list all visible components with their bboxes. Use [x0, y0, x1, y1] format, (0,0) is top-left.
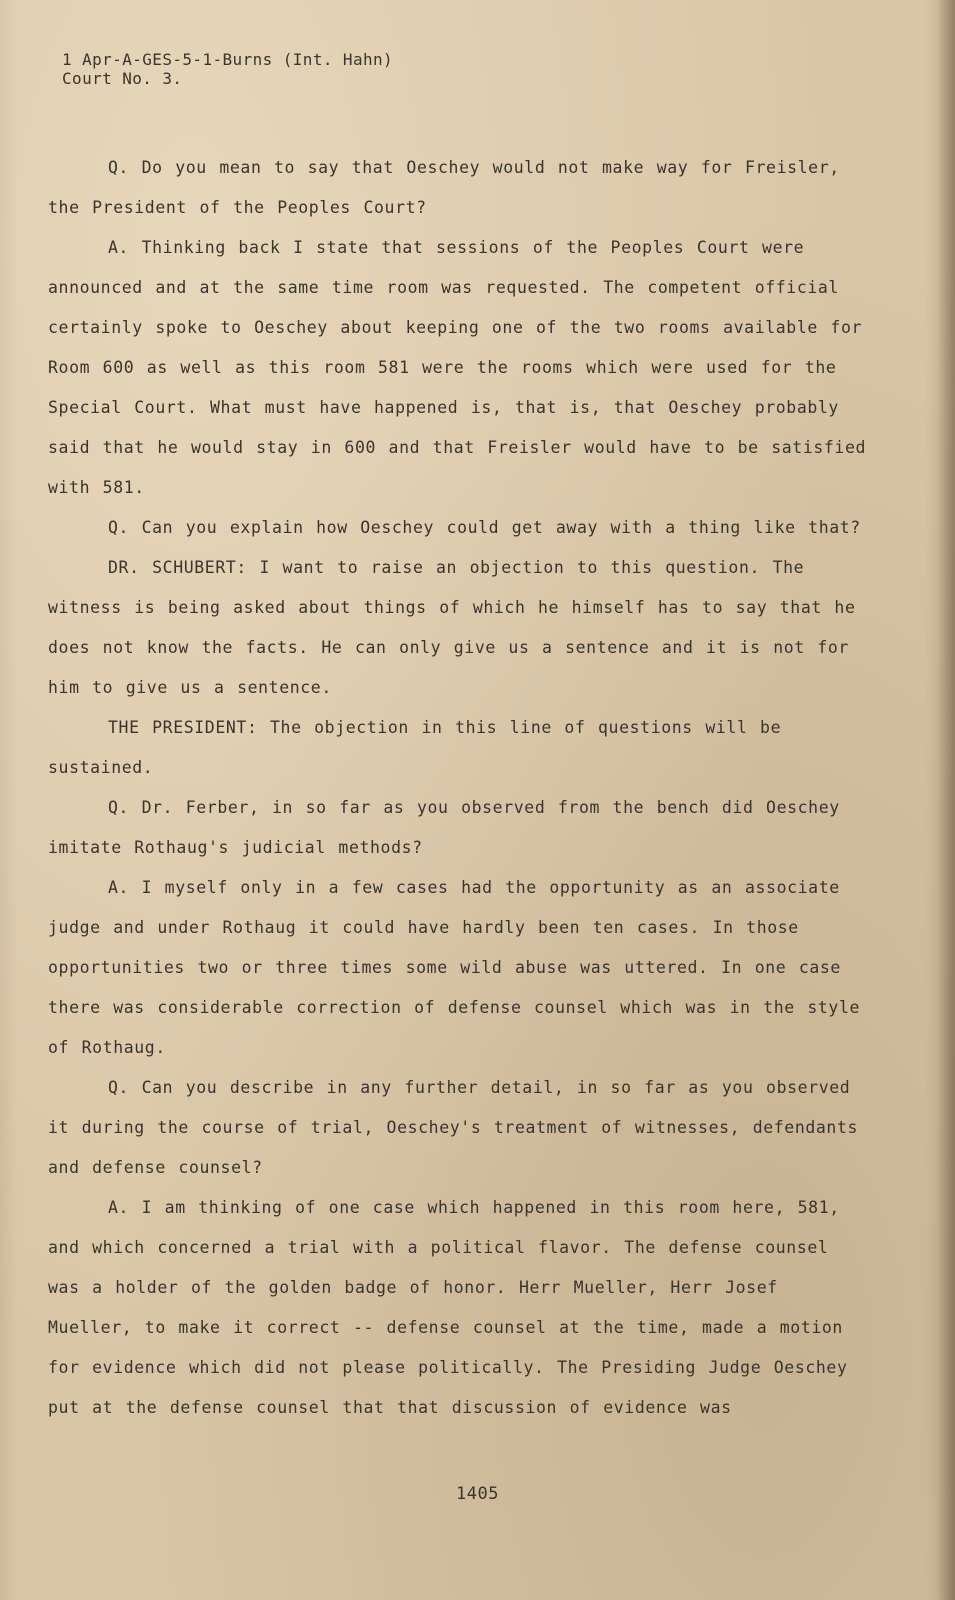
- paragraph: A. Thinking back I state that sessions of the Peoples Court were announced and at the same time room was requested. The competent official certainly spoke to Oeschey about keeping one of the two rooms available for Room 600 as well as this room 581 were the rooms which were used for the Special Court. What must have happened is, that is, that Oeschey probably said that he would stay in 600 and that Freisler would have to be satisfied with 581.: [48, 238, 867, 497]
- paragraph: DR. SCHUBERT: I want to raise an objection to this question. The witness is being asked about things of which he himself has to say that he does not know the facts. He can only give us a sentence and it is not for him to give us a sentence.: [48, 558, 856, 697]
- paragraph: THE PRESIDENT: The objection in this line of questions will be sustained.: [48, 718, 782, 777]
- paragraph: A. I myself only in a few cases had the opportunity as an associate judge and under Rothaug it could have hardly been ten cases. In those opportunities two or three times some wild abuse was uttered. In one case there was considerable correction of defense counsel which was in the style of Rothaug.: [48, 878, 861, 1057]
- header-reference: 1 Apr-A-GES-5-1-Burns (Int. Hahn): [62, 50, 394, 69]
- transcript-body: [48, 148, 868, 1428]
- paragraph: Q. Do you mean to say that Oeschey would not make way for Freisler, the President of the Peoples Court?: [48, 158, 840, 217]
- header-court: Court No. 3.: [62, 69, 183, 88]
- page-number: 1405: [456, 1484, 499, 1504]
- paragraph: Q. Dr. Ferber, in so far as you observed from the bench did Oeschey imitate Rothaug's judicial methods?: [48, 798, 840, 857]
- page-edge-shadow: [937, 0, 955, 1600]
- paragraph: Q. Can you describe in any further detail, in so far as you observed it during the course of trial, Oeschey's treatment of witnesses, defendants and defense counsel?: [48, 1078, 859, 1177]
- paragraph: A. I am thinking of one case which happened in this room here, 581, and which concerned a trial with a political flavor. The defense counsel was a holder of the golden badge of honor. Herr Mueller, Herr Josef Mueller, to make it correct -- defense counsel at the time, made a motion for evidence which did not please politically. The Presiding Judge Oeschey put at the defense counsel that that discussion of evidence was: [48, 1198, 848, 1417]
- document-header: [62, 50, 393, 88]
- paragraph: Q. Can you explain how Oeschey could get away with a thing like that?: [108, 518, 861, 537]
